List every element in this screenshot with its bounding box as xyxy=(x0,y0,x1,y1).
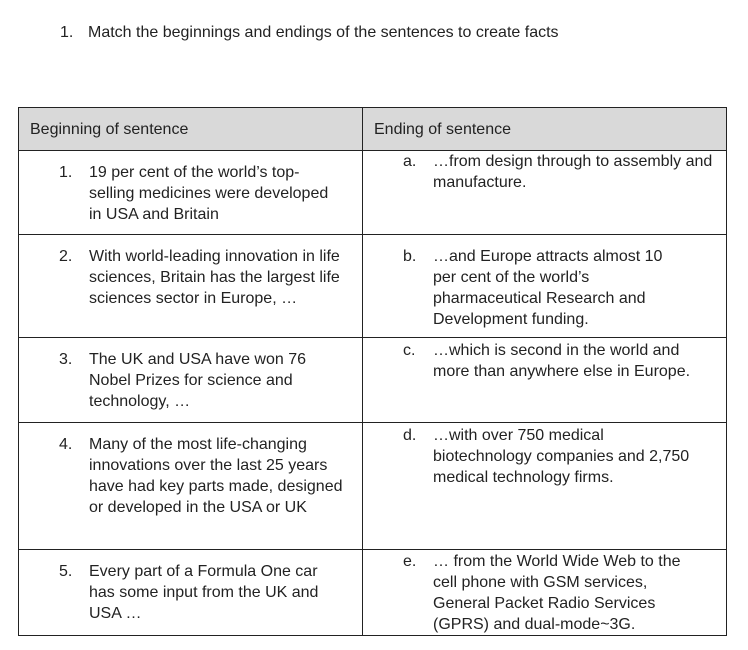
table-row xyxy=(19,235,727,338)
ending-label: c. xyxy=(403,342,416,359)
beginning-cell xyxy=(19,338,363,423)
header-beginning: Beginning of sentence xyxy=(19,108,363,151)
ending-cell xyxy=(363,235,727,338)
beginning-label: 3. xyxy=(59,351,73,368)
header-ending: Ending of sentence xyxy=(363,108,727,151)
beginning-text: Every part of a Formula One car has some input from the UK and USA … xyxy=(89,563,319,622)
beginning-text: The UK and USA have won 76 Nobel Prizes for science and technology, … xyxy=(89,351,307,410)
beginning-label: 4. xyxy=(59,436,73,453)
beginning-cell xyxy=(19,151,363,235)
ending-label: a. xyxy=(403,153,417,170)
beginning-label: 2. xyxy=(59,248,73,265)
beginning-cell xyxy=(19,550,363,636)
beginning-text: 19 per cent of the world’s top-selling medicines were developed in USA and Britain xyxy=(89,164,329,223)
header-row xyxy=(19,108,727,151)
ending-text: …from design through to assembly and manufacture. xyxy=(433,153,713,191)
matching-table xyxy=(18,107,727,636)
beginning-cell xyxy=(19,423,363,550)
ending-cell xyxy=(363,151,727,235)
beginning-text: With world-leading innovation in life sciences, Britain has the largest life sciences sector in Europe, … xyxy=(89,248,340,307)
table-row xyxy=(19,151,727,235)
ending-label: b. xyxy=(403,248,417,265)
ending-cell xyxy=(363,423,727,550)
ending-text: …with over 750 medical biotechnology companies and 2,750 medical technology firms. xyxy=(433,427,690,486)
ending-text: … from the World Wide Web to the cell phone with GSM services, General Packet Radio Services (GPRS) and dual-mode~3G. xyxy=(433,553,681,633)
ending-text: …and Europe attracts almost 10 per cent of the world’s pharmaceutical Research and Development funding. xyxy=(433,248,663,328)
table-row xyxy=(19,338,727,423)
task-number: 1. xyxy=(60,24,74,41)
ending-label: e. xyxy=(403,553,417,570)
task-instruction: Match the beginnings and endings of the sentences to create facts xyxy=(88,24,559,41)
ending-cell xyxy=(363,338,727,423)
beginning-label: 5. xyxy=(59,563,73,580)
beginning-label: 1. xyxy=(59,164,73,181)
ending-text: …which is second in the world and more than anywhere else in Europe. xyxy=(433,342,691,380)
ending-cell xyxy=(363,550,727,636)
ending-label: d. xyxy=(403,427,417,444)
table-row xyxy=(19,550,727,636)
beginning-text: Many of the most life-changing innovations over the last 25 years have had key parts made, designed or developed in the USA or UK xyxy=(89,436,343,516)
beginning-cell xyxy=(19,235,363,338)
task-heading xyxy=(60,24,559,42)
table-row xyxy=(19,423,727,550)
